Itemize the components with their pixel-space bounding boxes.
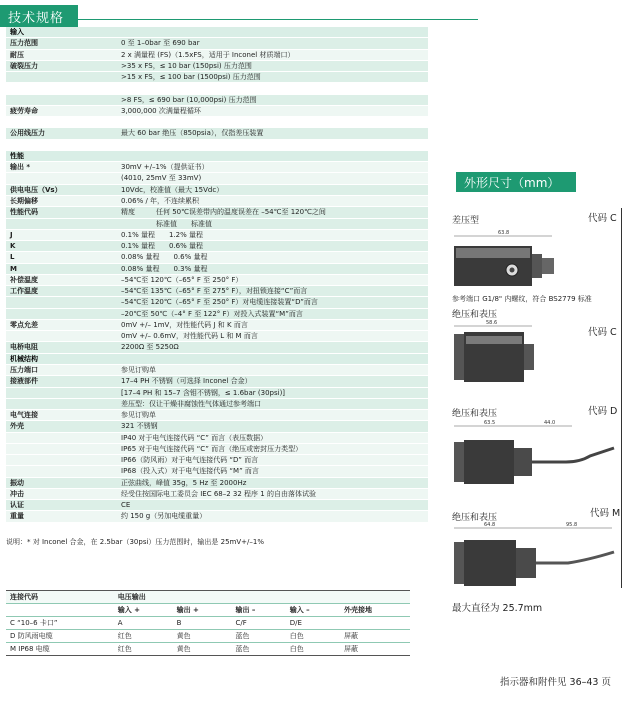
spec-value: 经受住按国际电工委员会 IEC 68–2 32 程序 1 的自由落体试验 xyxy=(121,489,316,498)
spec-key xyxy=(6,309,118,319)
spec-key xyxy=(6,117,118,127)
spec-row xyxy=(6,511,428,522)
spec-value: –54℃至 135℃（–65° F 至 275° F），对扭锁连接“C”而言 xyxy=(121,287,308,296)
spec-value: 精度 任何 50℃误差带内的温度误差在 –54℃至 120℃之间 xyxy=(121,208,326,217)
subheader-cell xyxy=(6,604,114,617)
spec-value: 3,000,000 次满量程循环 xyxy=(121,106,201,115)
dims-header-label: 外形尺寸（mm） xyxy=(464,175,560,190)
spec-row xyxy=(6,466,428,477)
spec-row xyxy=(6,478,428,489)
specs-header-label: 技术规格 xyxy=(8,10,65,26)
spec-key xyxy=(6,399,118,409)
spec-key: 冲击 xyxy=(10,489,24,498)
table-cell: B xyxy=(173,617,232,630)
subheader-cell: 输入 + xyxy=(114,604,173,617)
spec-value: 参见订购单 xyxy=(121,411,156,420)
spec-key: 疲劳寿命 xyxy=(10,106,38,115)
spec-key: L xyxy=(10,253,15,262)
spec-value: 0.08% 量程 0.6% 量程 xyxy=(121,253,208,262)
drawing-2-label: 绝压和表压 xyxy=(452,310,498,320)
spec-value: 0mV +/– 1mV，对性能代码 J 和 K 而言 xyxy=(121,320,248,329)
spec-key: 压力端口 xyxy=(10,365,38,374)
spec-key xyxy=(6,140,118,150)
table-row xyxy=(6,617,410,630)
spec-table xyxy=(6,27,428,523)
spec-key: 补偿温度 xyxy=(10,275,38,284)
spec-value: –20℃至 50℃（–4° F 至 122° F）对投入式装置“M”而言 xyxy=(121,309,303,318)
spec-value: >8 FS，≤ 690 bar (10,000psi) 压力范围 xyxy=(121,95,257,104)
spec-value: 0.06% / 年，不连续累积 xyxy=(121,196,200,205)
spec-value xyxy=(118,27,428,37)
spec-value: 最大 60 bar 绝压（850psia），仅指差压装置 xyxy=(121,129,264,138)
spec-key: 性能 xyxy=(10,151,24,160)
spec-row xyxy=(6,241,428,252)
spec-key: 机械结构 xyxy=(10,354,38,363)
spec-value: 标准值 标准值 xyxy=(121,219,212,228)
spec-row xyxy=(6,173,428,184)
spec-row xyxy=(6,140,428,151)
table-cell: 屏蔽 xyxy=(340,630,410,643)
spec-key: 外壳 xyxy=(10,422,24,431)
specs-header xyxy=(0,5,78,27)
connection-table-subheader xyxy=(6,604,410,617)
spec-row xyxy=(6,185,428,196)
spec-key xyxy=(6,433,118,443)
table-cell: 屏蔽 xyxy=(340,643,410,656)
spec-value: IP65 对于电气连接代码 “C” 而言（绝压或密封压力类型） xyxy=(121,444,303,453)
spec-key xyxy=(6,72,118,82)
spec-value: (4010, 25mV 至 33mV) xyxy=(121,174,202,183)
spec-row xyxy=(6,207,428,218)
drawing-4-dim2: 95.8 xyxy=(566,522,578,528)
drawing-2-diagram xyxy=(448,318,588,384)
spec-value: 30mV +/–1%（提供证书） xyxy=(121,163,209,172)
spec-row xyxy=(6,50,428,61)
spec-key: M xyxy=(10,264,17,273)
table-cell: 蓝色 xyxy=(231,630,285,643)
spec-value xyxy=(118,140,428,150)
header-connection-code: 连接代码 xyxy=(6,591,114,604)
subheader-cell: 输入 – xyxy=(286,604,340,617)
spec-value: CE xyxy=(121,501,131,510)
table-row xyxy=(6,643,410,656)
spec-row xyxy=(6,388,428,399)
spec-value: 约 150 g（另加电缆重量） xyxy=(121,512,207,521)
spec-value: 0.1% 量程 0.6% 量程 xyxy=(121,242,204,251)
spec-key: 长期偏移 xyxy=(10,196,38,205)
spec-row xyxy=(6,444,428,455)
connection-table-header xyxy=(6,591,410,604)
footer-reference: 指示器和附件见 36–43 页 xyxy=(500,677,611,688)
spec-key: 破裂压力 xyxy=(10,61,38,70)
spec-key xyxy=(6,173,118,183)
spec-key: 接液部件 xyxy=(10,377,38,386)
spec-key: 电桥电阻 xyxy=(10,343,38,352)
drawing-3-code: 代码 D xyxy=(588,406,618,417)
spec-row xyxy=(6,500,428,511)
spec-value: >35 x FS，≤ 10 bar (150psi) 压力范围 xyxy=(121,61,252,70)
spec-row xyxy=(6,162,428,173)
spec-value xyxy=(118,117,428,127)
table-cell: D/E xyxy=(286,617,340,630)
subheader-cell: 输出 – xyxy=(231,604,285,617)
table-cell: 白色 xyxy=(286,643,340,656)
drawing-2-code: 代码 C xyxy=(588,327,617,338)
spec-key xyxy=(6,444,118,454)
spec-row xyxy=(6,61,428,72)
table-cell: A xyxy=(114,617,173,630)
spec-value: 0 至 1–0bar 至 690 bar xyxy=(121,39,200,48)
spec-row xyxy=(6,455,428,466)
drawing-3-dim2: 44.0 xyxy=(544,420,556,426)
spec-value: 2 x 满量程 (FS)（1.5xFS，适用于 Inconel 材质端口） xyxy=(121,50,295,59)
spec-section-row xyxy=(6,27,428,38)
spec-value: 0.08% 量程 0.3% 量程 xyxy=(121,264,208,273)
spec-key xyxy=(6,455,118,465)
drawing-4-diagram xyxy=(448,520,618,592)
drawing-1-port-note: 参考端口 G1/8" 内螺纹，符合 BS2779 标准 xyxy=(452,295,592,303)
spec-value: IP66（防风雨）对于电气连接代码 “D” 而言 xyxy=(121,456,259,465)
drawing-1-label: 差压型 xyxy=(452,216,480,226)
spec-key xyxy=(6,219,118,229)
spec-value: IP40 对于电气连接代码 “C” 而言（表压数据） xyxy=(121,433,268,442)
spec-value xyxy=(118,83,428,93)
subheader-cell: 外壳接地 xyxy=(340,604,410,617)
spec-row xyxy=(6,410,428,421)
spec-key: 性能代码 xyxy=(10,208,38,217)
dims-header xyxy=(456,172,576,192)
spec-value: 参见订购单 xyxy=(121,365,156,374)
drawing-4-dim1: 64.8 xyxy=(484,522,496,528)
table-cell: 红色 xyxy=(114,630,173,643)
spec-row xyxy=(6,331,428,342)
drawing-4-label: 绝压和表压 xyxy=(452,513,498,523)
spec-row xyxy=(6,489,428,500)
spec-row xyxy=(6,275,428,286)
spec-value: 差压型：仅让干燥非腐蚀性气体通过参考端口 xyxy=(121,399,261,408)
table-cell: C/F xyxy=(231,617,285,630)
drawing-3-label: 绝压和表压 xyxy=(452,409,498,419)
spec-row xyxy=(6,252,428,263)
table-cell: M IP68 电缆 xyxy=(6,643,114,656)
table-cell: 蓝色 xyxy=(231,643,285,656)
spec-key: 认证 xyxy=(10,501,24,510)
spec-row xyxy=(6,309,428,320)
drawing-3-dim1: 63.5 xyxy=(484,420,496,426)
header-voltage-output: 电压输出 xyxy=(114,591,410,604)
max-diameter-text: 最大直径为 25.7mm xyxy=(452,603,543,614)
page-edge-line xyxy=(621,208,622,588)
spec-value: –54℃至 120℃（–65° F 至 250° F） xyxy=(121,275,243,284)
table-cell: 红色 xyxy=(114,643,173,656)
spec-row xyxy=(6,38,428,49)
spec-row xyxy=(6,219,428,230)
spec-row xyxy=(6,376,428,387)
spec-row xyxy=(6,117,428,128)
spec-key: 零点允差 xyxy=(10,320,38,329)
spec-note: 说明：* 对 Inconel 合金，在 2.5bar（30psi）压力范围时，输出是 25mV+/–1% xyxy=(6,538,264,546)
spec-row xyxy=(6,399,428,410)
drawing-1-diagram xyxy=(448,228,588,294)
drawing-3-diagram xyxy=(448,418,618,490)
spec-key: 公用线压力 xyxy=(10,129,45,138)
spec-key: 重量 xyxy=(10,512,24,521)
table-cell xyxy=(340,617,410,630)
spec-value: 0mV +/– 0.6mV，对性能代码 L 和 M 而言 xyxy=(121,332,258,341)
spec-value: IP68（投入式）对于电气连接代码 “M” 而言 xyxy=(121,467,259,476)
table-cell: 黄色 xyxy=(173,630,232,643)
spec-row xyxy=(6,320,428,331)
spec-value: 321 不锈钢 xyxy=(121,422,158,431)
spec-row xyxy=(6,365,428,376)
spec-key: 电气连接 xyxy=(10,411,38,420)
spec-key: K xyxy=(10,242,16,251)
drawing-1-code: 代码 C xyxy=(588,213,617,224)
spec-key: 输入 xyxy=(10,28,24,36)
spec-value: 2200Ω 至 5250Ω xyxy=(121,343,179,352)
spec-key xyxy=(6,297,118,307)
spec-value: 0.1% 量程 1.2% 量程 xyxy=(121,230,204,239)
subheader-cell: 输出 + xyxy=(173,604,232,617)
table-cell: 黄色 xyxy=(173,643,232,656)
spec-key xyxy=(6,466,118,476)
table-cell: D 防风雨电缆 xyxy=(6,630,114,643)
table-cell: C “10–6 卡口” xyxy=(6,617,114,630)
spec-key: J xyxy=(10,230,13,239)
spec-key xyxy=(6,83,118,93)
spec-row xyxy=(6,264,428,275)
spec-key: 供电电压（Vs） xyxy=(10,185,62,194)
spec-value: 10Vdc，校准值（最大 15Vdc） xyxy=(121,185,224,194)
connection-table xyxy=(6,590,410,656)
spec-key: 压力范围 xyxy=(10,39,38,48)
spec-row xyxy=(6,230,428,241)
drawing-4-code: 代码 M xyxy=(590,508,621,519)
spec-row xyxy=(6,83,428,94)
spec-key xyxy=(6,388,118,398)
spec-row xyxy=(6,421,428,432)
spec-row xyxy=(6,106,428,117)
spec-key xyxy=(6,331,118,341)
spec-value xyxy=(118,151,428,161)
spec-value xyxy=(118,354,428,364)
spec-value: –54℃至 120℃（–65° F 至 250° F）对电缆连接装置“D”而言 xyxy=(121,298,318,307)
table-cell: 白色 xyxy=(286,630,340,643)
spec-value: >15 x FS，≤ 100 bar (1500psi) 压力范围 xyxy=(121,73,261,82)
spec-section-row xyxy=(6,151,428,162)
spec-row xyxy=(6,128,428,139)
drawing-2-dim: 58.6 xyxy=(486,320,498,326)
table-row xyxy=(6,630,410,643)
spec-key: 工作温度 xyxy=(10,287,38,296)
spec-row xyxy=(6,286,428,297)
spec-row xyxy=(6,72,428,83)
spec-row xyxy=(6,433,428,444)
spec-value: [17–4 PH 和 15–7 含钼不锈钢，≤ 1.6bar (30psi)] xyxy=(121,388,286,397)
spec-section-row xyxy=(6,354,428,365)
spec-key: 耐压 xyxy=(10,50,24,59)
spec-key xyxy=(6,95,118,105)
spec-row xyxy=(6,196,428,207)
spec-row xyxy=(6,342,428,353)
spec-key: 输出 * xyxy=(10,163,31,172)
spec-row xyxy=(6,95,428,106)
spec-value: 17–4 PH 不锈钢（可选择 Inconel 合金） xyxy=(121,377,252,386)
drawing-1-dim: 63.8 xyxy=(498,230,510,236)
spec-row xyxy=(6,297,428,308)
spec-value: 正弦曲线，峰值 35g，5 Hz 至 2000Hz xyxy=(121,478,247,487)
spec-key: 振动 xyxy=(10,478,24,487)
